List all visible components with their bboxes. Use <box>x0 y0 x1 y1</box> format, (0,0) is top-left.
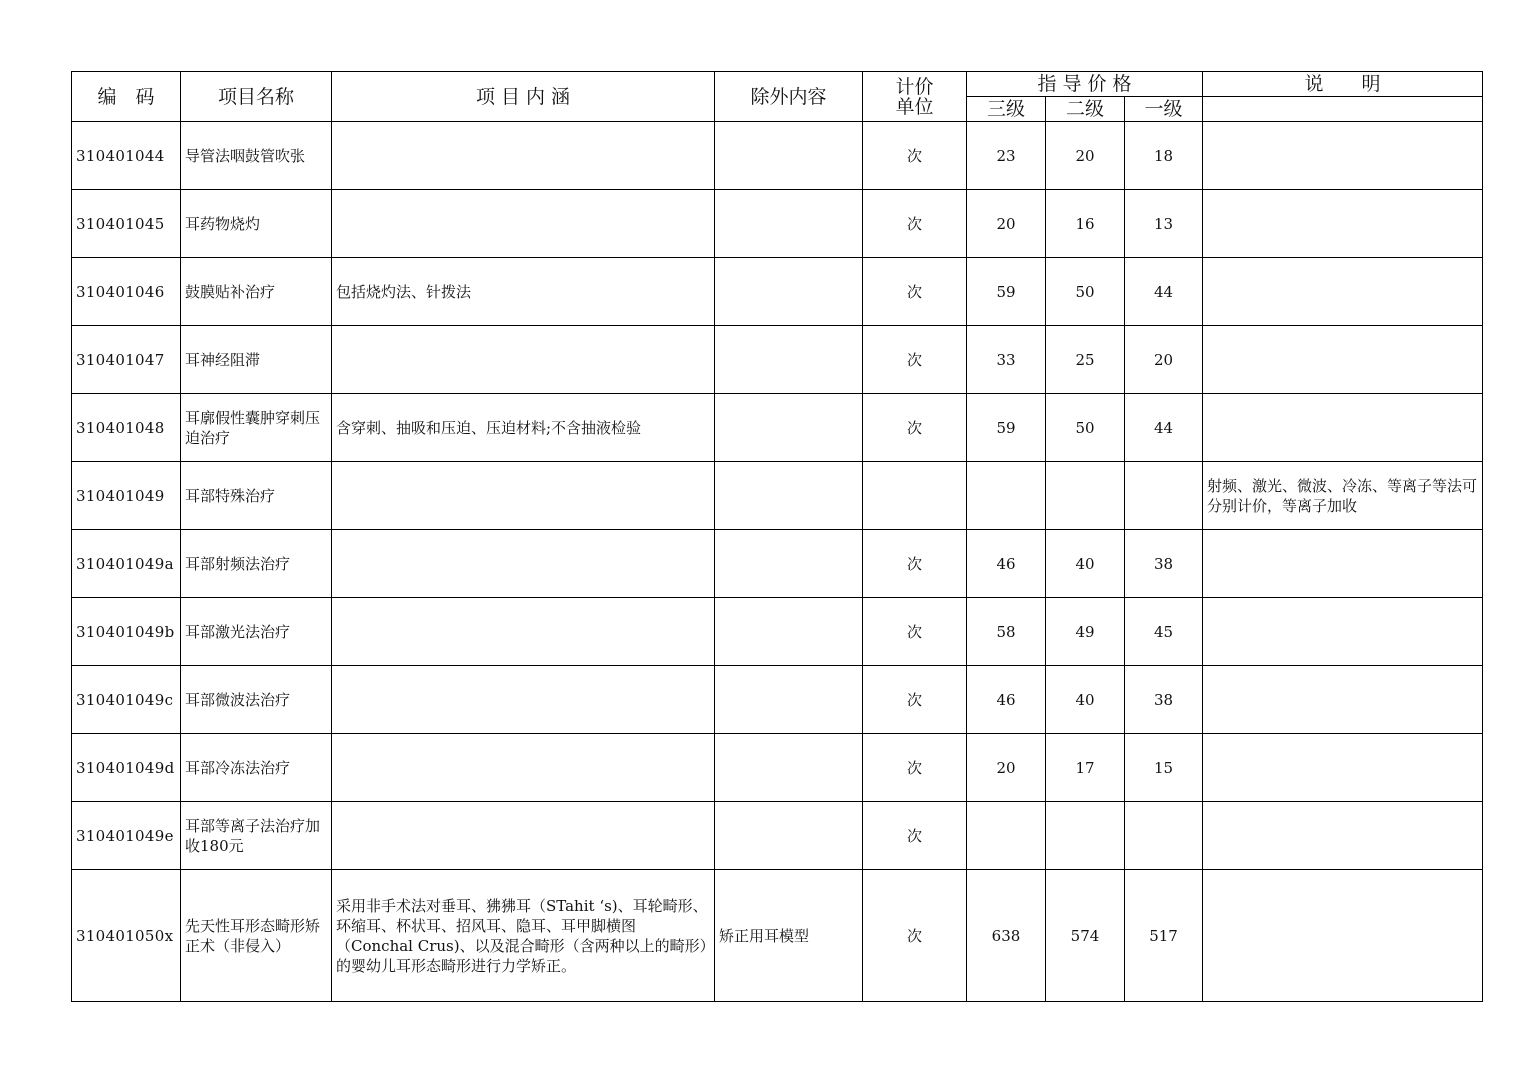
cell-price-level3 <box>967 462 1046 530</box>
cell-content: 包括烧灼法、针拨法 <box>332 258 715 326</box>
cell-price-level2: 16 <box>1046 190 1125 258</box>
cell-content <box>332 462 715 530</box>
cell-code: 310401049e <box>72 802 181 870</box>
cell-note <box>1203 734 1483 802</box>
cell-code: 310401046 <box>72 258 181 326</box>
cell-price-level2: 40 <box>1046 530 1125 598</box>
cell-price-level1: 15 <box>1125 734 1203 802</box>
cell-note <box>1203 666 1483 734</box>
cell-price-level2: 49 <box>1046 598 1125 666</box>
cell-unit: 次 <box>863 122 967 190</box>
cell-price-level3 <box>967 802 1046 870</box>
cell-price-level3: 59 <box>967 394 1046 462</box>
cell-name: 耳药物烧灼 <box>181 190 332 258</box>
header-level3: 三级 <box>967 97 1046 122</box>
cell-code: 310401047 <box>72 326 181 394</box>
cell-content <box>332 802 715 870</box>
table-row <box>72 802 1483 870</box>
cell-code: 310401049d <box>72 734 181 802</box>
cell-note <box>1203 122 1483 190</box>
header-content: 项 目 内 涵 <box>332 72 715 122</box>
cell-price-level1 <box>1125 462 1203 530</box>
cell-content <box>332 190 715 258</box>
cell-unit <box>863 462 967 530</box>
cell-excluded <box>715 734 863 802</box>
cell-unit: 次 <box>863 870 967 1002</box>
header-unit-line1: 计价 <box>895 75 934 98</box>
table-row <box>72 122 1483 190</box>
cell-note <box>1203 598 1483 666</box>
cell-note <box>1203 870 1483 1002</box>
table-body <box>72 122 1483 1002</box>
cell-price-level1: 38 <box>1125 666 1203 734</box>
cell-note: 射频、激光、微波、冷冻、等离子等法可分别计价，等离子加收 <box>1203 462 1483 530</box>
cell-unit: 次 <box>863 802 967 870</box>
table-row <box>72 462 1483 530</box>
cell-code: 310401049 <box>72 462 181 530</box>
cell-price-level2: 25 <box>1046 326 1125 394</box>
cell-content <box>332 666 715 734</box>
cell-note <box>1203 530 1483 598</box>
cell-content <box>332 326 715 394</box>
cell-price-level3: 23 <box>967 122 1046 190</box>
cell-excluded <box>715 122 863 190</box>
cell-content <box>332 734 715 802</box>
cell-name: 先天性耳形态畸形矫正术（非侵入） <box>181 870 332 1002</box>
cell-unit: 次 <box>863 394 967 462</box>
cell-code: 310401049b <box>72 598 181 666</box>
cell-price-level3: 46 <box>967 666 1046 734</box>
cell-code: 310401048 <box>72 394 181 462</box>
cell-price-level3: 638 <box>967 870 1046 1002</box>
cell-price-level2: 20 <box>1046 122 1125 190</box>
header-note: 说 明 <box>1203 72 1483 97</box>
cell-price-level2: 17 <box>1046 734 1125 802</box>
header-level2: 二级 <box>1046 97 1125 122</box>
cell-price-level1 <box>1125 802 1203 870</box>
cell-name: 耳部特殊治疗 <box>181 462 332 530</box>
cell-name: 耳部冷冻法治疗 <box>181 734 332 802</box>
cell-content <box>332 530 715 598</box>
cell-name: 导管法咽鼓管吹张 <box>181 122 332 190</box>
cell-unit: 次 <box>863 734 967 802</box>
cell-price-level3: 20 <box>967 734 1046 802</box>
cell-price-level1: 45 <box>1125 598 1203 666</box>
cell-unit: 次 <box>863 598 967 666</box>
cell-price-level3: 59 <box>967 258 1046 326</box>
cell-price-level2: 50 <box>1046 258 1125 326</box>
table-row <box>72 734 1483 802</box>
cell-price-level3: 33 <box>967 326 1046 394</box>
cell-excluded <box>715 394 863 462</box>
cell-price-level2 <box>1046 802 1125 870</box>
cell-excluded <box>715 462 863 530</box>
cell-code: 310401044 <box>72 122 181 190</box>
cell-name: 耳部微波法治疗 <box>181 666 332 734</box>
cell-unit: 次 <box>863 190 967 258</box>
table-row <box>72 190 1483 258</box>
table-row <box>72 326 1483 394</box>
cell-name: 耳部激光法治疗 <box>181 598 332 666</box>
header-code: 编 码 <box>72 72 181 122</box>
cell-price-level1: 38 <box>1125 530 1203 598</box>
table-row <box>72 870 1483 1002</box>
cell-code: 310401049a <box>72 530 181 598</box>
cell-name: 鼓膜贴补治疗 <box>181 258 332 326</box>
cell-price-level1: 20 <box>1125 326 1203 394</box>
header-unit <box>863 72 967 122</box>
cell-note <box>1203 394 1483 462</box>
cell-price-level2: 40 <box>1046 666 1125 734</box>
cell-unit: 次 <box>863 258 967 326</box>
cell-content: 采用非手术法对垂耳、狒狒耳（STahit ‘s)、耳轮畸形、环缩耳、杯状耳、招风耳、隐耳、耳甲脚横图（Conchal Crus)、以及混合畸形（含两种以上的畸形）的婴幼儿耳形态畸形进行力学矫正。 <box>332 870 715 1002</box>
cell-note <box>1203 802 1483 870</box>
cell-excluded: 矫正用耳模型 <box>715 870 863 1002</box>
cell-unit: 次 <box>863 666 967 734</box>
header-name: 项目名称 <box>181 72 332 122</box>
cell-excluded <box>715 802 863 870</box>
price-table <box>71 71 1483 1002</box>
cell-price-level1: 18 <box>1125 122 1203 190</box>
cell-name: 耳廓假性囊肿穿刺压迫治疗 <box>181 394 332 462</box>
cell-name: 耳部等离子法治疗加收180元 <box>181 802 332 870</box>
cell-content <box>332 122 715 190</box>
cell-price-level3: 58 <box>967 598 1046 666</box>
cell-name: 耳神经阻滞 <box>181 326 332 394</box>
cell-excluded <box>715 598 863 666</box>
table-row <box>72 394 1483 462</box>
cell-code: 310401050x <box>72 870 181 1002</box>
cell-excluded <box>715 326 863 394</box>
cell-price-level3: 20 <box>967 190 1046 258</box>
cell-excluded <box>715 190 863 258</box>
cell-price-level3: 46 <box>967 530 1046 598</box>
cell-price-level1: 44 <box>1125 394 1203 462</box>
cell-excluded <box>715 530 863 598</box>
table-row <box>72 530 1483 598</box>
cell-note <box>1203 190 1483 258</box>
header-level1: 一级 <box>1125 97 1203 122</box>
cell-code: 310401045 <box>72 190 181 258</box>
cell-price-level2: 50 <box>1046 394 1125 462</box>
header-excluded: 除外内容 <box>715 72 863 122</box>
cell-price-level1: 517 <box>1125 870 1203 1002</box>
cell-price-level1: 44 <box>1125 258 1203 326</box>
cell-excluded <box>715 258 863 326</box>
table-row <box>72 598 1483 666</box>
cell-name: 耳部射频法治疗 <box>181 530 332 598</box>
cell-price-level2 <box>1046 462 1125 530</box>
table-row <box>72 258 1483 326</box>
table-row <box>72 666 1483 734</box>
cell-price-level1: 13 <box>1125 190 1203 258</box>
cell-price-level2: 574 <box>1046 870 1125 1002</box>
cell-note <box>1203 326 1483 394</box>
cell-excluded <box>715 666 863 734</box>
cell-unit: 次 <box>863 530 967 598</box>
cell-note <box>1203 258 1483 326</box>
header-guide-price: 指 导 价 格 <box>967 72 1203 97</box>
cell-unit: 次 <box>863 326 967 394</box>
cell-code: 310401049c <box>72 666 181 734</box>
header-note-blank <box>1203 97 1483 122</box>
header-unit-line2: 单位 <box>895 95 934 118</box>
cell-content <box>332 598 715 666</box>
cell-content: 含穿刺、抽吸和压迫、压迫材料;不含抽液检验 <box>332 394 715 462</box>
